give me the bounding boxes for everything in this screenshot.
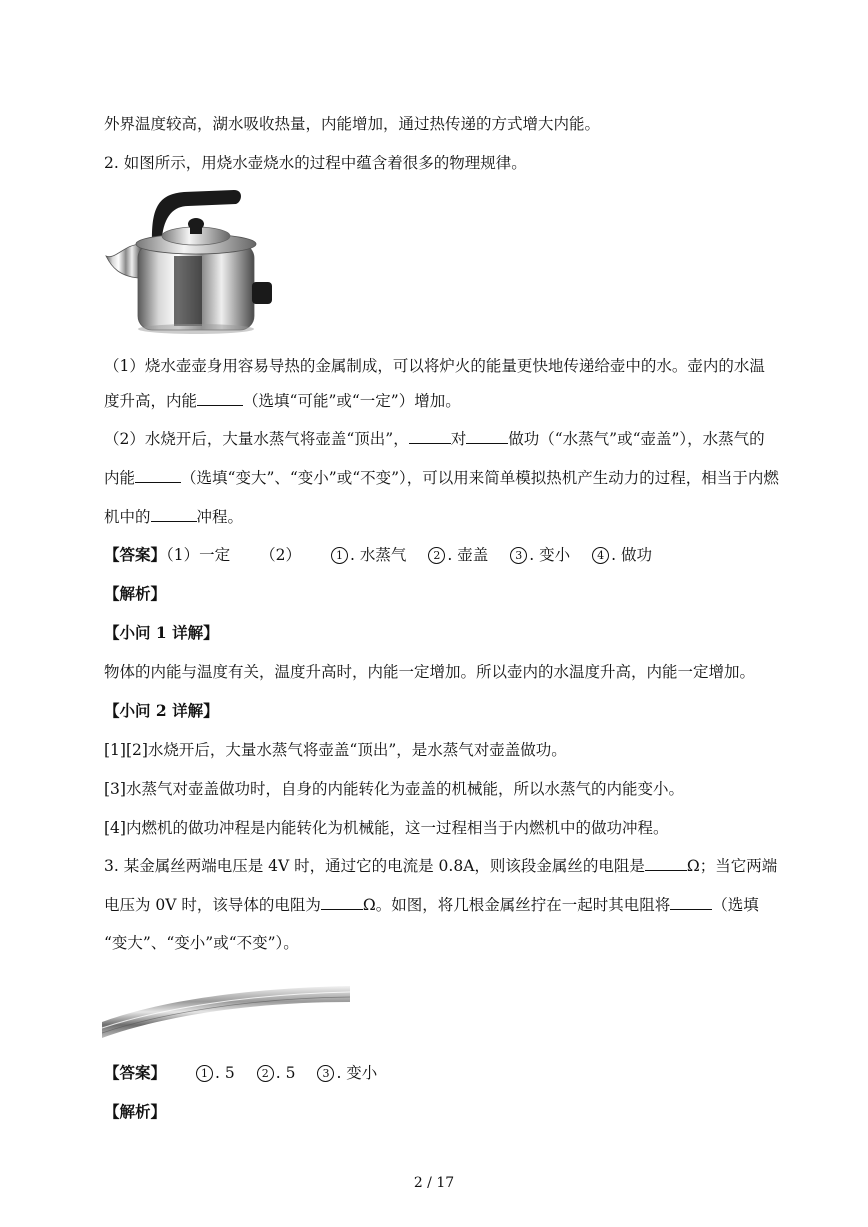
answer-text: . 变小 [529,546,571,564]
text-line [104,740,567,760]
paragraph-text: （选填“变大”、“变小”或“不变”），可以用来简单模拟热机产生动力的过程，相当于内燃 [181,469,779,487]
question-3-stem [104,856,777,876]
text-line [104,933,299,953]
question-2-stem [104,153,527,173]
text-line [104,818,668,838]
answer-text: . 变小 [336,1064,378,1082]
text-line [104,895,759,915]
paragraph-text: 3. 某金属丝两端电压是 4V 时，通过它的电流是 0.8A，则该段金属丝的电阻是 [104,857,645,875]
paragraph-text: 冲程。 [196,508,244,526]
page-number: 2 / 17 [413,1175,455,1191]
paragraph-text: “变大”、“变小”或“不变”）。 [104,934,299,952]
paragraph-text: Ω；当它两端 [686,857,778,875]
paragraph-text: 2. 如图所示，用烧水壶烧水的过程中蕴含着很多的物理规律。 [104,154,527,172]
answer-blank [466,429,508,444]
circled-number: 2 [428,547,445,564]
answer-text: . 5 [275,1064,296,1082]
text-line [104,356,765,376]
answer-text: （1）一定 [166,546,231,564]
paragraph-text: 外界温度较高，湖水吸收热量，内能增加，通过热传递的方式增大内能。 [104,115,601,133]
answer-line [104,1063,377,1083]
heading-text: 【解析】 [104,584,167,603]
answer-label: 【答案】 [104,545,167,564]
answer-blank [409,429,451,444]
twisted-wire-image [102,978,350,1040]
answer-text: . 水蒸气 [350,546,407,564]
paragraph-text: （选填 [712,896,759,914]
answer-blank [645,856,687,871]
answer-blank [321,895,363,910]
section-heading [104,623,219,643]
paragraph-text: [4]内燃机的做功冲程是内能转化为机械能，这一过程相当于内燃机中的做功冲程。 [104,819,669,837]
paragraph-text: （选填“可能”或“一定”）增加。 [243,392,461,410]
paragraph-text: Ω。如图，将几根金属丝拧在一起时其电阻将 [362,896,671,914]
circled-number: 2 [257,1065,274,1082]
circled-number: 3 [510,547,527,564]
answer-label: 【答案】 [104,1063,167,1082]
text-line [104,391,461,411]
text-line [104,507,243,527]
answer-line [104,545,652,565]
answer-blank [151,507,197,522]
paragraph-text: [1][2]水烧开后，大量水蒸气将壶盖“顶出”，是水蒸气对壶盖做功。 [104,741,567,759]
section-heading [104,584,166,604]
heading-text: 【小问 1 详解】 [104,623,219,642]
paragraph-text: 做功（“水蒸气”或“壶盖”），水蒸气的 [508,430,765,448]
paragraph-text: （2）水烧开后，大量水蒸气将壶盖“顶出”， [104,430,409,448]
circled-number: 1 [196,1065,213,1082]
answer-text: （2） [260,546,302,564]
section-heading [104,1102,166,1122]
paragraph-text: （1）烧水壶壶身用容易导热的金属制成，可以将炉火的能量更快地传递给壶中的水。壶内的水温 [104,357,765,375]
paragraph-text: 度升高，内能 [104,392,198,410]
circled-number: 4 [592,547,609,564]
circled-number: 3 [317,1065,334,1082]
text-line [104,114,600,134]
paragraph-text: 对 [450,430,467,448]
answer-text: . 5 [215,1064,235,1082]
paragraph-text: 电压为 0V 时，该导体的电阻为 [104,896,321,914]
answer-blank [135,468,181,483]
answer-blank [670,895,712,910]
heading-text: 【解析】 [104,1102,167,1121]
circled-number: 1 [331,547,348,564]
paragraph-text: 内能 [104,469,136,487]
answer-text: . 壶盖 [447,546,489,564]
paragraph-text: 物体的内能与温度有关，温度升高时，内能一定增加。所以壶内的水温度升高，内能一定增加。 [104,663,756,681]
text-line [104,429,765,449]
heading-text: 【小问 2 详解】 [104,701,219,720]
paragraph-text: 机中的 [104,508,151,526]
answer-text: . 做功 [611,546,652,564]
text-line [104,468,779,488]
text-line [104,779,684,799]
section-heading [104,701,219,721]
answer-blank [197,391,243,406]
kettle-image [104,186,282,336]
text-line [104,662,755,682]
paragraph-text: [3]水蒸气对壶盖做功时，自身的内能转化为壶盖的机械能，所以水蒸气的内能变小。 [104,780,684,798]
